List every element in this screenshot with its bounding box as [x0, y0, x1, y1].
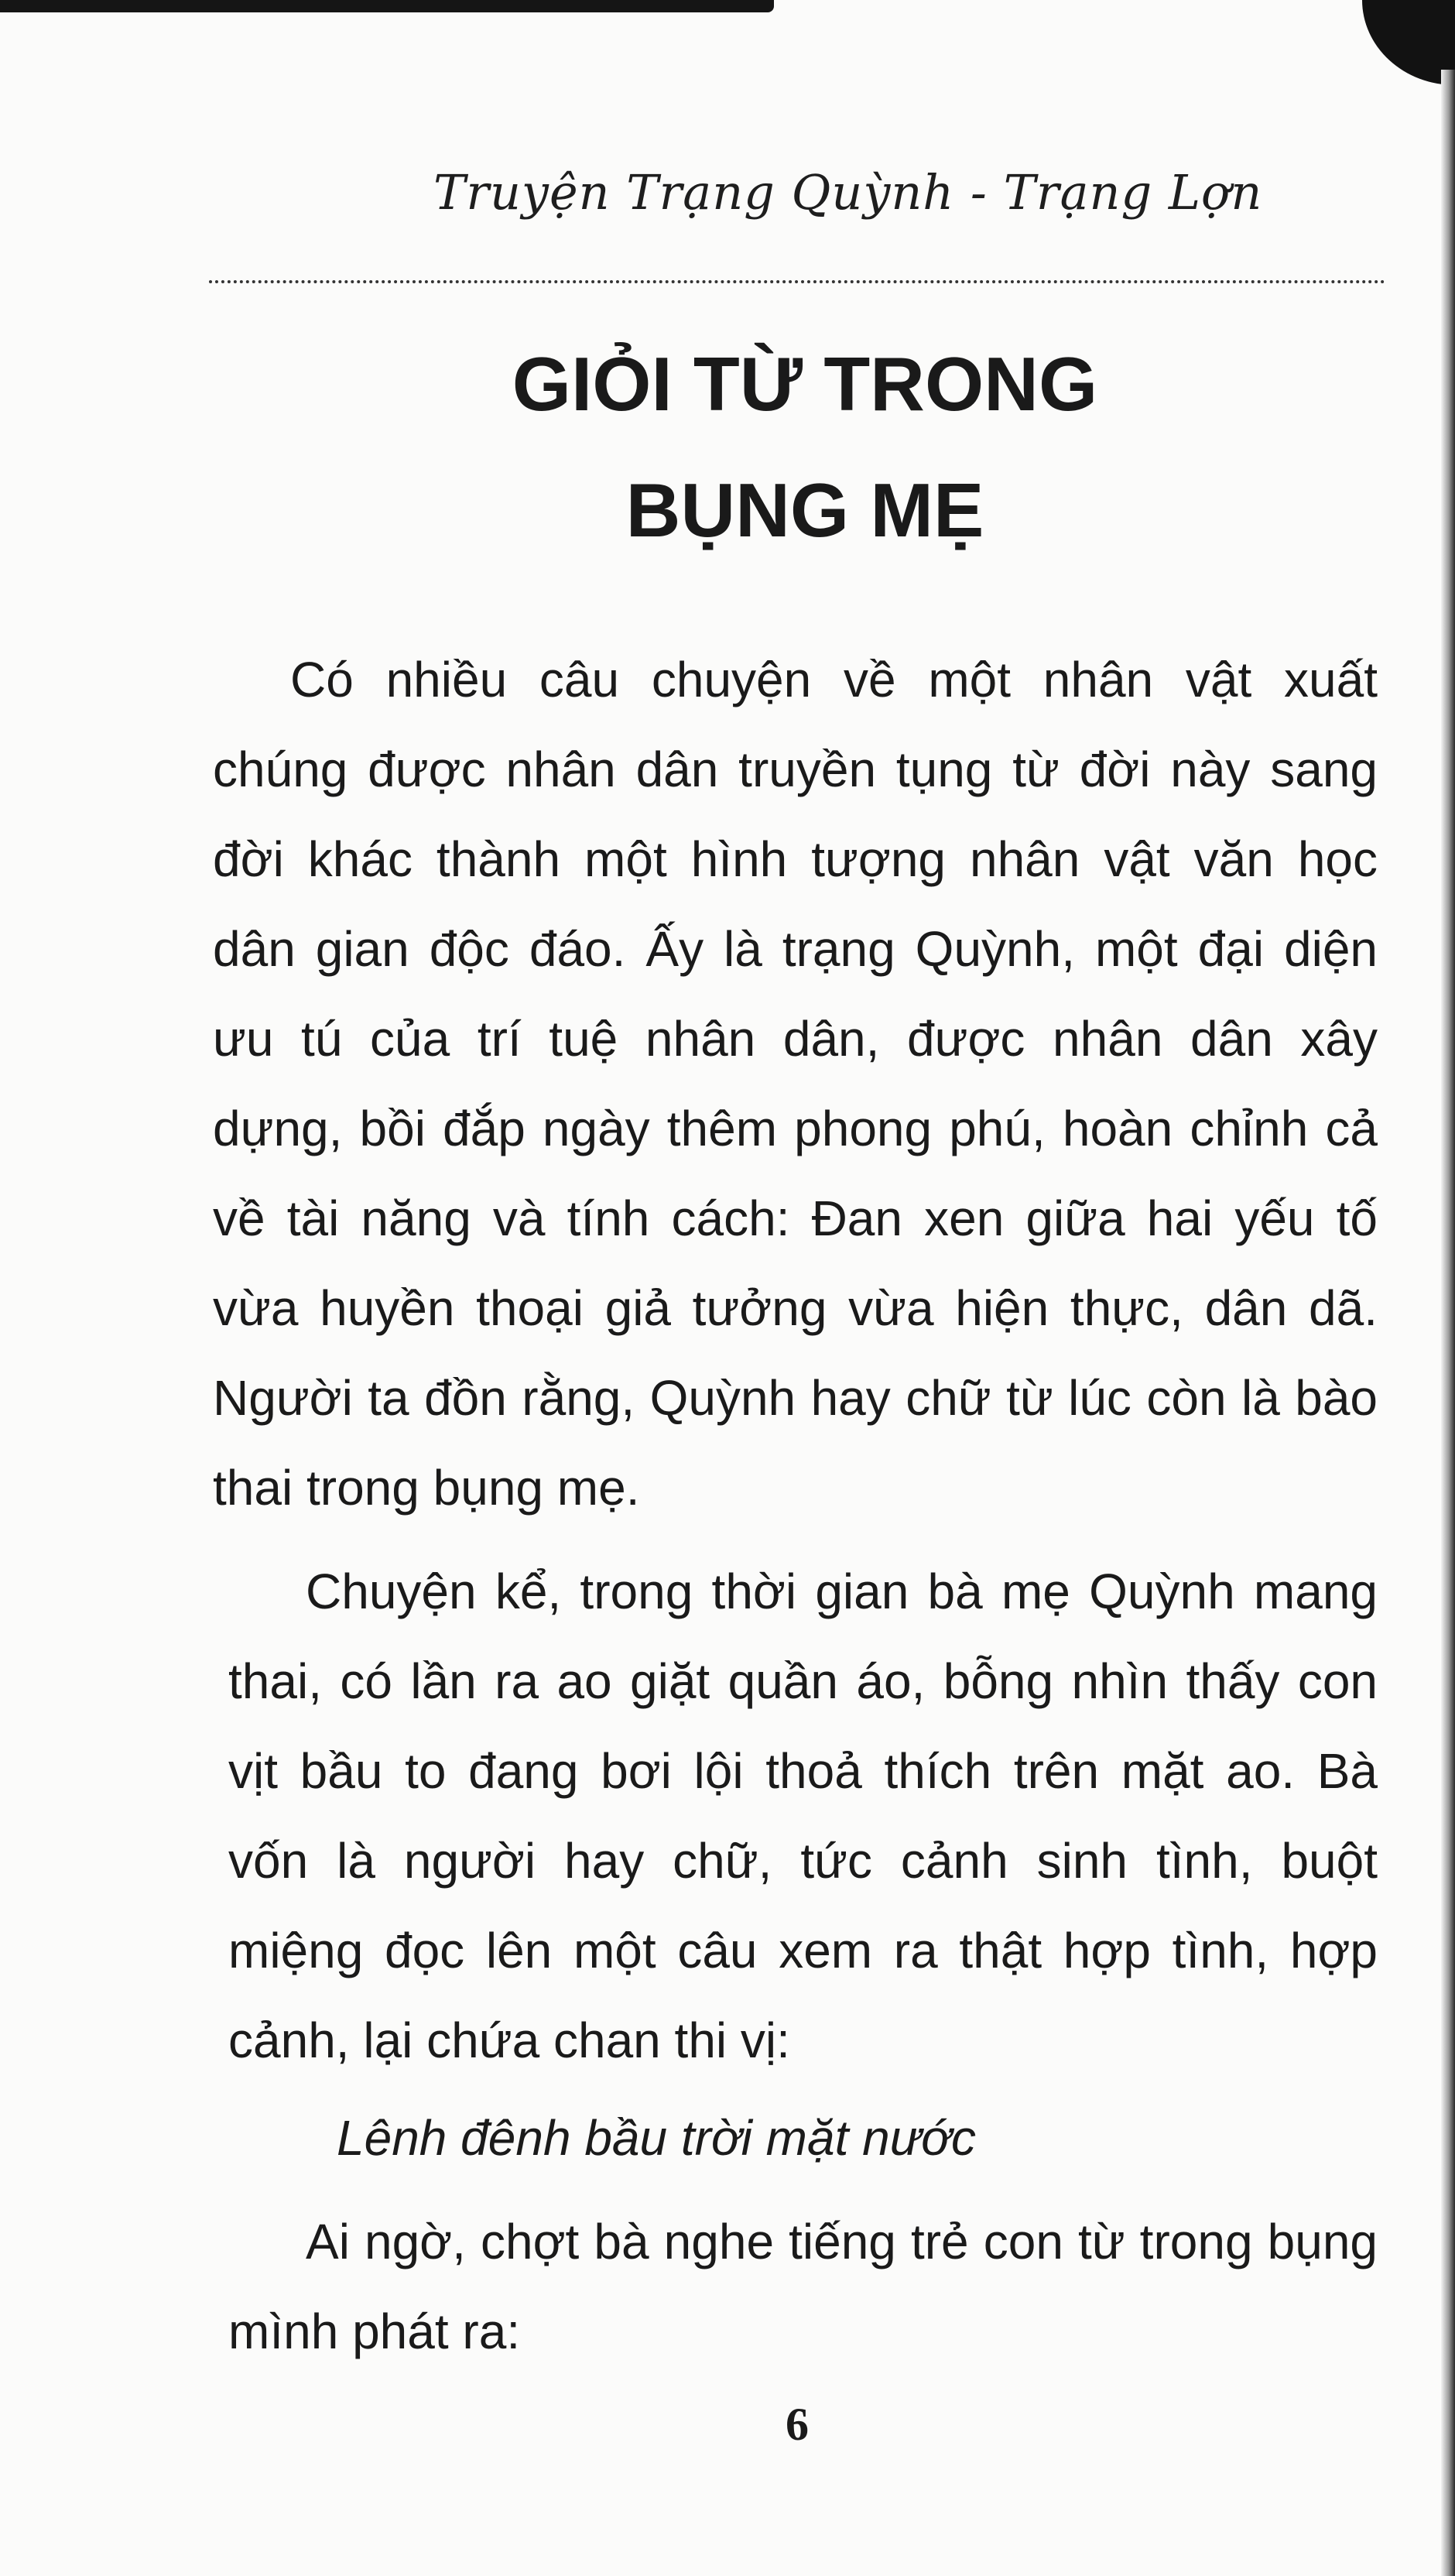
paragraph-3: Ai ngờ, chợt bà nghe tiếng trẻ con từ trong bụng mình phát ra: [228, 2214, 1378, 2359]
paragraph-1: Có nhiều câu chuyện về một nhân vật xuất chúng được nhân dân truyền tụng từ đời này sang đời khác thành một hình tượng nhân vật văn học dân gian độc đáo. Ấy là trạng Quỳnh, một đại diện ưu tú của trí tuệ nhân dân, được nhân dân xây dựng, bồi đắp ngày thêm phong phú, hoàn chỉnh cả về tài năng và tính cách: Đan xen giữa hai yếu tố vừa huyền thoại giả tưởng vừa hiện thực, dân dã. Người ta đồn rằng, Quỳnh hay chữ từ lúc còn là bào thai trong bụng mẹ. [213, 652, 1378, 1516]
verse-line: Lênh đênh bầu trời mặt nước [337, 2110, 976, 2166]
chapter-title [224, 321, 1385, 574]
running-header: Truyện Trạng Quỳnh - Trạng Lợn [433, 164, 1263, 221]
paragraph-2: Chuyện kể, trong thời gian bà mẹ Quỳnh mang thai, có lần ra ao giặt quần áo, bỗng nhìn thấy con vịt bầu to đang bơi lội thoả thích trên mặt ao. Bà vốn là người hay chữ, tức cảnh sinh tình, buột miệng đọc lên một câu xem ra thật hợp tình, hợp cảnh, lại chứa chan thi vị: [228, 1564, 1378, 2068]
chapter-title-line-1: GIỎI TỪ TRONG [512, 341, 1098, 426]
scan-edge-top [0, 0, 774, 12]
chapter-title-line-2: BỤNG MẸ [625, 468, 984, 553]
body-text [213, 635, 1378, 2376]
header-divider [209, 280, 1385, 283]
page-number: 6 [786, 2399, 809, 2450]
scan-edge-right [1441, 70, 1455, 2576]
